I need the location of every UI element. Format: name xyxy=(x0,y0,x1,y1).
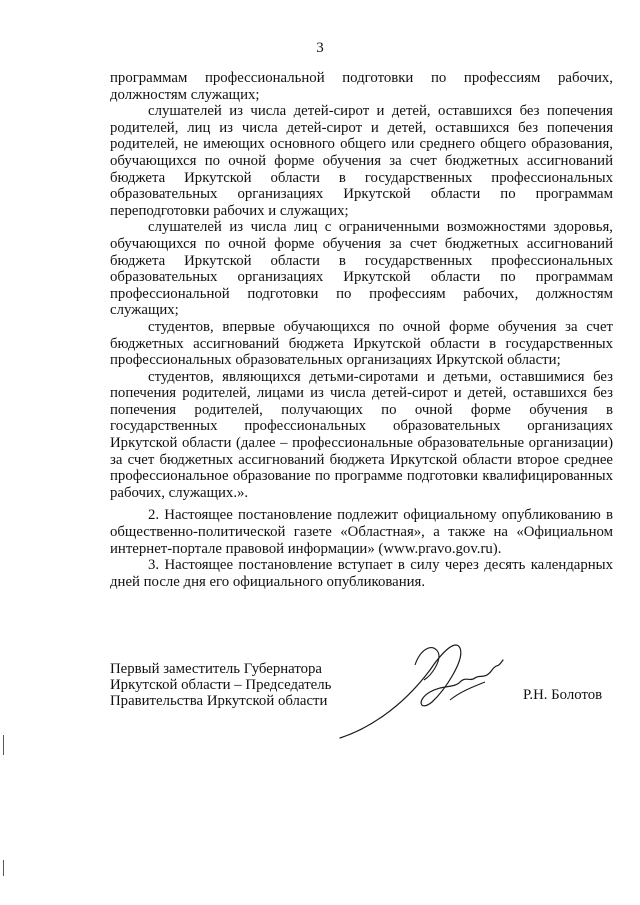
paragraph: 3. Настоящее постановление вступает в силу через десять календарных дней после дня его официального опубликования. xyxy=(110,557,613,590)
paragraph: 2. Настоящее постановление подлежит официальному опубликованию в общественно-политической газете «Областная», а также на «Официальном интернет-портале правовой информации» (www.pravo.gov.ru). xyxy=(110,507,613,557)
handwritten-signature xyxy=(320,630,510,745)
document-body xyxy=(110,70,613,590)
page-number: 3 xyxy=(316,40,324,56)
paragraph: студентов, впервые обучающихся по очной форме обучения за счет бюджетных ассигнований бюджета Иркутской области в государственных профессиональных образовательных организациях Иркутской области; xyxy=(110,318,613,369)
signer-name: Р.Н. Болотов xyxy=(523,687,603,703)
signer-position-line: Первый заместитель Губернатора xyxy=(110,661,322,677)
signer-position xyxy=(110,661,331,709)
paragraph: слушателей из числа лиц с ограниченными возможностями здоровья, обучающихся по очной форме обучения за счет бюджетных ассигнований бюджета Иркутской области в государственных профессиональных образовательных организациях Иркутской области по программам профессиональной подготовки по профессиям рабочих, должностям служащих; xyxy=(110,219,613,319)
paragraph: слушателей из числа детей-сирот и детей, оставшихся без попечения родителей, лиц из числа детей-сирот и детей, оставшихся без попечения родителей, не имеющих основного общего или среднего общего образования, обучающихся по очной форме обучения за счет бюджетных ассигнований бюджета Иркутской области в государственных профессиональных образовательных организациях Иркутской области по программам переподготовки рабочих и служащих; xyxy=(110,103,613,219)
paragraph: программам профессиональной подготовки по профессиям рабочих, должностям служащих; xyxy=(110,70,613,103)
signer-position-line: Иркутской области – Председатель xyxy=(110,677,332,693)
signer-position-line: Правительства Иркутской области xyxy=(110,693,328,709)
paragraph: студентов, являющихся детьми-сиротами и детьми, оставшимися без попечения родителей, лицами из числа детей-сирот и детей, оставшихся без попечения родителей, получающих по очной форме обучения в государственных профессиональных образовательных организациях Иркутской области (далее – профессиональные образовательные организации) за счет бюджетных ассигнований бюджета Иркутской области второе среднее профессиональное образование по программе подготовки квалифицированных рабочих, служащих.». xyxy=(110,368,613,501)
scan-edge-mark xyxy=(3,735,4,755)
scan-edge-mark xyxy=(3,860,4,876)
